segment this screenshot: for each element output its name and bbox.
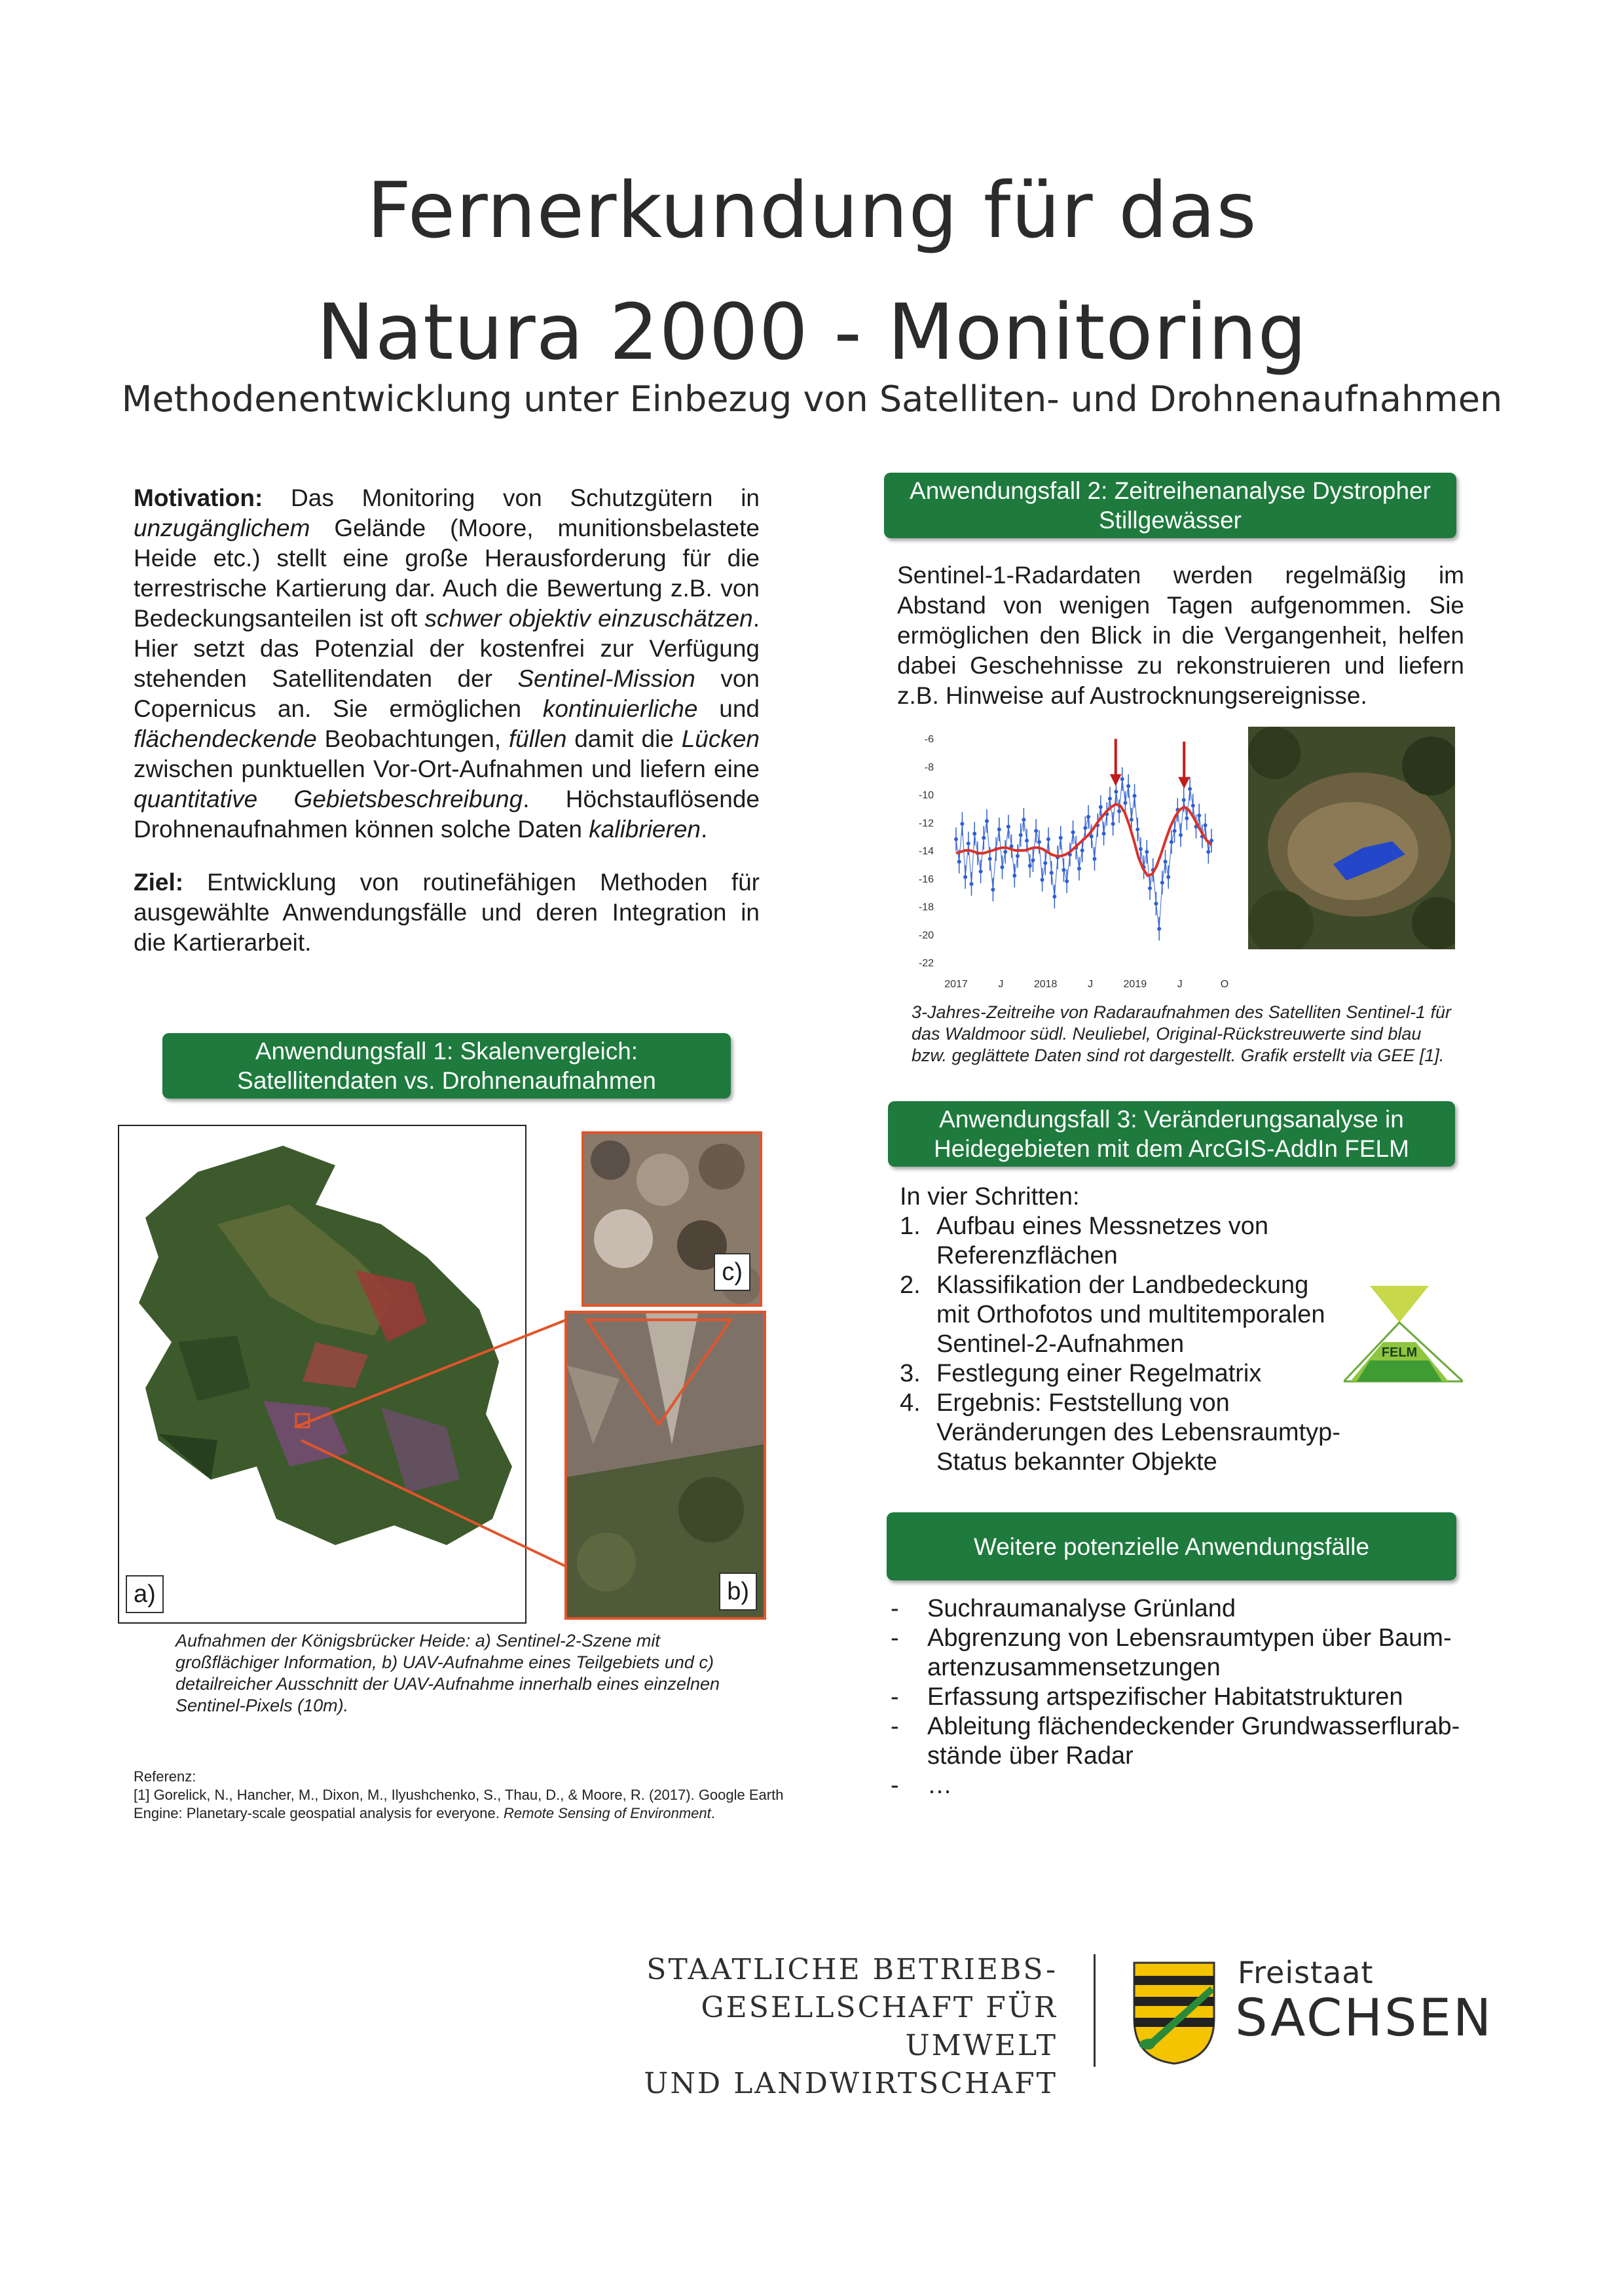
sachsen-label: SACHSEN [1235,1989,1494,2048]
y-tick-label: -22 [918,958,934,969]
case1-caption: Aufnahmen der Königsbrücker Heide: a) Sentinel-2-Szene mit großflächiger Information, b) UAV-Aufnahme eines Teilgebiets und c) detailreicher Ausschnitt der UAV-Aufnahme innerhalb eines einzelnen Sentinel-Pixels (10m). [175,1631,720,1715]
x-tick-label: 2019 [1123,979,1147,990]
step-number: 2. [900,1271,921,1299]
x-tick-label: O [1220,979,1229,990]
uav-image-b [564,1311,766,1620]
y-tick-label: -12 [918,818,934,829]
motivation-label: Motivation: [134,484,263,511]
case3-step [900,1271,1345,1359]
label-b: b) [719,1573,757,1611]
case3-step [900,1389,1345,1477]
case4-list-item [891,1683,1460,1712]
ziel-paragraph: Ziel: Entwicklung von routinefähigen Methoden für ausgewählte Anwendungsfälle und deren Integration in die Kartierarbeit. [134,869,760,956]
dash-bullet: - [891,1713,899,1740]
institution-name: STAATLICHE BETRIEBS- GESELLSCHAFT FÜR UMWELT UND LANDWIRTSCHAFT [644,1953,1058,2100]
motivation-paragraph: Motivation: Das Monitoring von Schutzgütern in unzugänglichem Gelände (Moore, munitionsbelastete Heide etc.) stellt eine große Herausforderung für die terrestrische Kartierung dar. Auch die Bewertung z.B. von Bedeckungsanteilen ist oft schwer objektiv einzuschätzen. Hier setzt das Potenzial der kostenfrei zur Verfügung stehenden Satellitendaten der Sentinel-Mission von Copernicus an. Sie ermöglichen kontinuierliche und flächendeckende Beobachtungen, füllen damit die Lücken zwischen punktuellen Vor-Ort-Aufnahmen und liefern eine quantitative Gebietsbeschreibung. Höchstauflösende Drohnenaufnahmen können solche Daten kalibrieren. [134,484,760,843]
dash-bullet: - [891,1683,899,1711]
poster-title-line2: Natura 2000 - Monitoring [316,287,1308,377]
ziel-label: Ziel: [134,869,184,896]
series-line-original [956,779,1211,929]
x-tick-label: J [998,979,1004,990]
poster-subtitle: Methodenentwicklung unter Einbezug von Satelliten- und Drohnenaufnahmen [121,378,1503,420]
case2-caption: 3-Jahres-Zeitreihe von Radaraufnahmen des Satelliten Sentinel-1 für das Waldmoor südl. Neuliebel, Original-Rückstreuwerte sind blau bzw. geglättete Daten sind rot dargestellt. Grafik erstellt via GEE [1]. [912,1002,1451,1065]
x-tick-label: J [1088,979,1093,990]
reference-heading: Referenz: [134,1768,196,1785]
dash-bullet: - [891,1772,899,1799]
step-text: Festlegung einer Regelmatrix [936,1360,1262,1387]
step-text: Klassifikation der Landbedeckung mit Orthofotos und multitemporalen Sentinel-2-Aufnahmen [936,1271,1325,1358]
label-a: a) [126,1575,164,1613]
case3-banner: Anwendungsfall 3: Veränderungsanalyse in Heidegebieten mit dem ArcGIS-AddIn FELM [888,1101,1455,1167]
x-tick-label: 2017 [944,979,968,990]
step-number: 1. [900,1212,921,1240]
label-c: c) [714,1253,750,1291]
y-tick-label: -8 [924,761,934,773]
case3-intro: In vier Schritten: [900,1183,1080,1211]
step-text: Ergebnis: Feststellung von Veränderungen des Lebensraumtyp-Status bekannter Objekte [936,1389,1340,1476]
case1-banner: Anwendungsfall 1: Skalenvergleich: Satellitendaten vs. Drohnenaufnahmen [162,1033,731,1099]
dash-bullet: - [891,1624,899,1652]
y-tick-label: -6 [924,734,934,745]
step-number: 4. [900,1389,921,1417]
case3-step [900,1212,1345,1271]
case4-list-item [891,1712,1460,1771]
case3-steps [900,1182,1345,1477]
footer-divider [1094,1954,1096,2067]
sachsen-coat-of-arms [1132,1960,1217,2065]
case4-list-item [891,1594,1460,1624]
felm-logo [1344,1283,1463,1388]
case4-list-item [891,1771,1460,1800]
y-tick-label: -16 [918,873,934,885]
y-tick-label: -18 [918,902,934,913]
y-tick-label: -20 [918,930,934,941]
x-tick-label: J [1177,979,1183,990]
radar-timeseries-chart [897,720,1232,995]
step-number: 3. [900,1360,921,1387]
reference-text: [1] Gorelick, N., Hancher, M., Dixon, M., Ilyushchenko, S., Thau, D., & Moore, R. (2017). Google Earth Engine: Planetary-scale geospatial analysis for everyone. Remote Sensing of Environment. [134,1787,784,1821]
case3-step [900,1359,1345,1389]
annotation-arrow-head [1110,774,1122,786]
case4-item-text: Erfassung artspezifischer Habitatstrukturen [927,1683,1403,1711]
case4-item-text: Ableitung flächendeckender Grundwasserflurab-stände über Radar [927,1713,1460,1770]
case4-list-item [891,1624,1460,1683]
moor-aerial-image [1248,727,1455,949]
y-tick-label: -10 [918,790,934,801]
y-tick-label: -14 [918,846,934,857]
dash-bullet: - [891,1595,899,1622]
reference-block [134,1768,788,1823]
chart-svg [897,720,1232,995]
case4-item-text: … [927,1772,952,1799]
poster-title-line1: Fernerkundung für das [367,165,1257,255]
case4-banner: Weitere potenzielle Anwendungsfälle [887,1512,1456,1580]
step-text: Aufbau eines Messnetzes von Referenzflächen [936,1212,1268,1269]
case4-item-text: Suchraumanalyse Grünland [927,1595,1236,1622]
series-line-smoothed [956,804,1211,875]
annotation-arrow-head [1178,777,1190,789]
zoom-connector-lines [288,1309,596,1584]
uav-detail-image-c [581,1131,762,1307]
case4-list [891,1594,1460,1800]
case4-item-text: Abgrenzung von Lebensraumtypen über Baum-artenzusammensetzungen [927,1624,1452,1681]
x-tick-label: 2018 [1033,979,1058,990]
felm-logo-text: FELM [1381,1345,1418,1360]
freistaat-label: Freistaat [1238,1955,1374,1990]
case2-paragraph: Sentinel-1-Radardaten werden regelmäßig im Abstand von wenigen Tagen aufgenommen. Sie ermöglichen den Blick in die Vergangenheit, helfen dabei Geschehnisse zu rekonstruieren und liefern z.B. Hinweise auf Austrocknungsereignisse. [897,562,1464,709]
case2-banner: Anwendungsfall 2: Zeitreihenanalyse Dystropher Stillgewässer [884,473,1456,538]
